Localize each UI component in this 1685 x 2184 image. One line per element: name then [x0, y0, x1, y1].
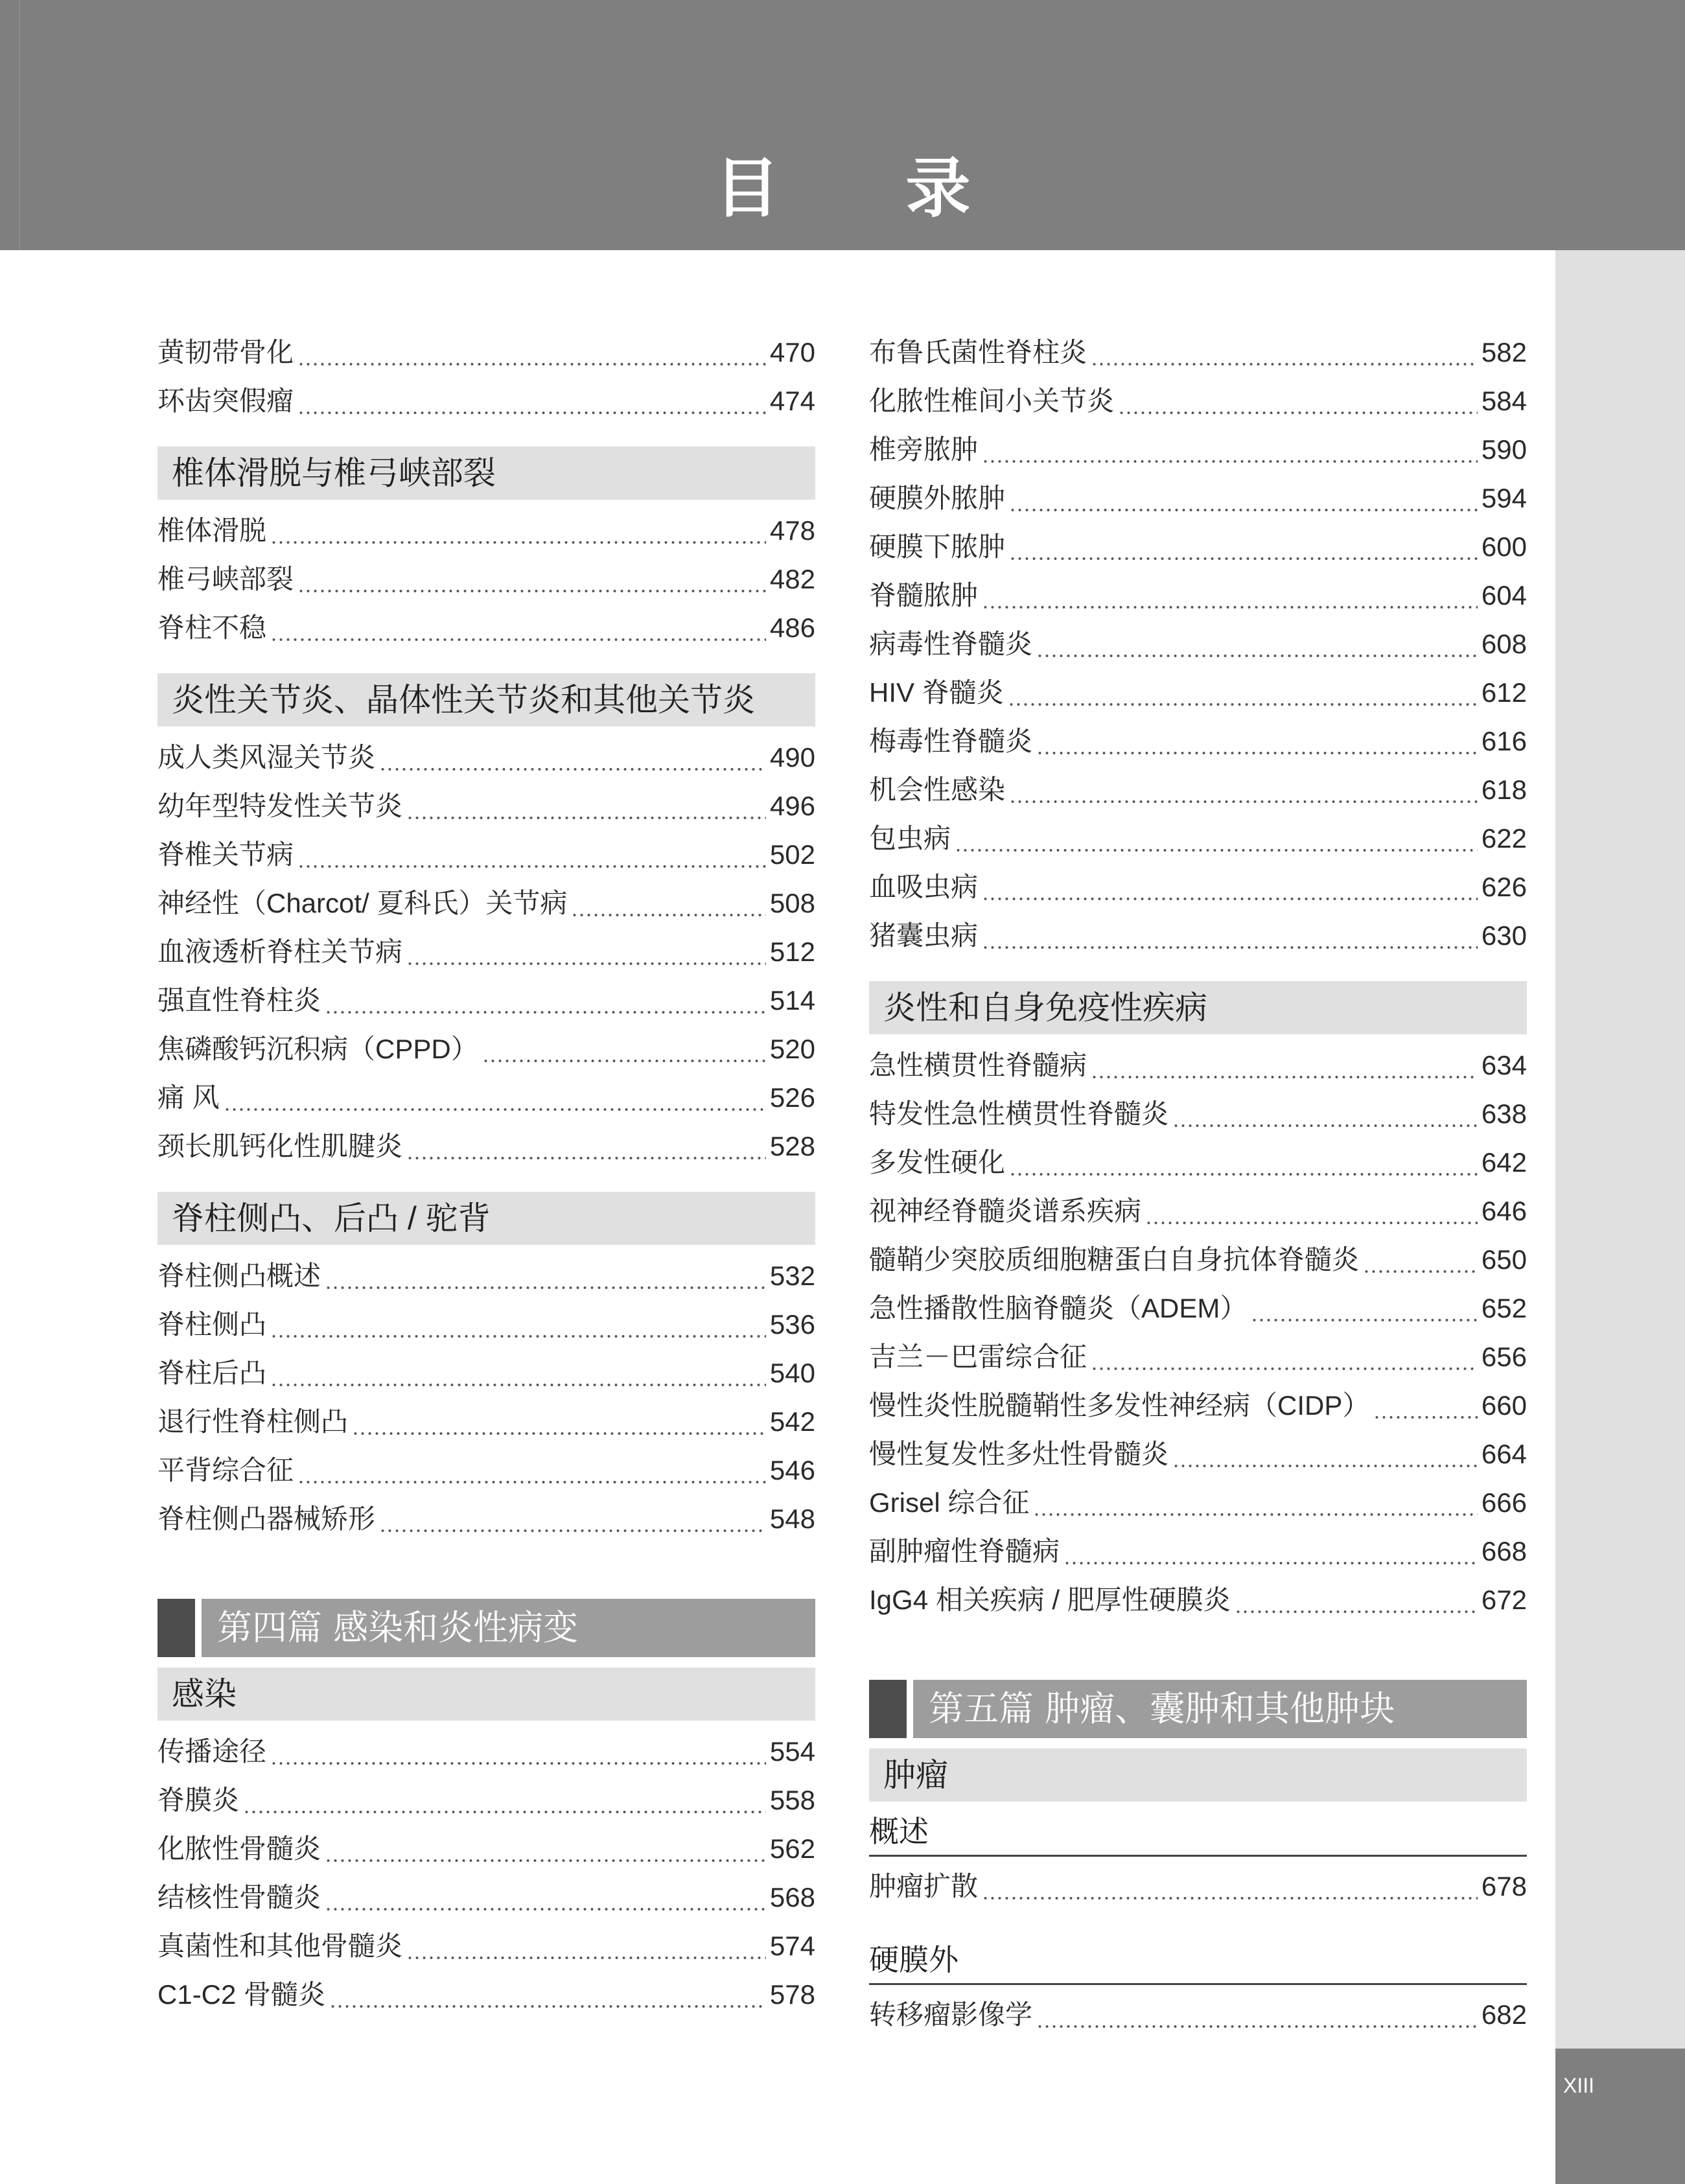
- toc-entry[interactable]: [157, 1922, 815, 1970]
- entry-title: 脊柱后凸: [157, 1358, 267, 1388]
- entry-page-number: 634: [1481, 1050, 1527, 1080]
- entry-title: 环齿突假瘤: [157, 386, 294, 416]
- entry-title: IgG4 相关疾病 / 肥厚性硬膜炎: [869, 1585, 1231, 1615]
- entry-title: 病毒性脊髓炎: [869, 629, 1033, 659]
- entry-page-number: 536: [769, 1309, 815, 1340]
- dot-leader: [955, 824, 1478, 853]
- toc-entry[interactable]: [157, 1970, 815, 2019]
- entry-page-number: 646: [1481, 1196, 1527, 1226]
- entry-page-number: 512: [769, 936, 815, 967]
- dot-leader: [325, 1835, 766, 1863]
- dot-leader: [1036, 630, 1478, 658]
- part-heading: [157, 1599, 815, 1657]
- section-heading: 炎性和自身免疫性疾病: [869, 981, 1527, 1034]
- entry-page-number: 562: [769, 1833, 815, 1864]
- dot-leader: [406, 1932, 766, 1960]
- entry-title: 肿瘤扩散: [869, 1871, 979, 1901]
- dot-leader: [1373, 1391, 1478, 1420]
- entry-page-number: 574: [769, 1931, 815, 1961]
- entry-title: 脊柱侧凸: [157, 1309, 267, 1340]
- toc-entry[interactable]: [157, 1251, 815, 1300]
- entry-title: 化脓性骨髓炎: [157, 1833, 321, 1864]
- entry-title: 急性播散性脑脊髓炎（ADEM）: [869, 1293, 1248, 1323]
- toc-entry[interactable]: [157, 927, 815, 976]
- toc-entry[interactable]: [869, 1430, 1527, 1478]
- dot-leader: [325, 986, 766, 1015]
- dot-leader: [297, 1456, 766, 1485]
- dot-leader: [297, 387, 766, 415]
- entry-title: C1-C2 骨髓炎: [157, 1979, 326, 2010]
- toc-entry[interactable]: [157, 1122, 815, 1170]
- entry-title: 结核性骨髓炎: [157, 1882, 321, 1912]
- entry-page-number: 668: [1481, 1536, 1527, 1566]
- toc-entry[interactable]: [869, 1235, 1527, 1284]
- dot-leader: [1033, 1489, 1478, 1517]
- dot-leader: [243, 1786, 766, 1815]
- entry-title: 布鲁氏菌性脊柱炎: [869, 337, 1087, 367]
- entry-title: 特发性急性横贯性脊髓炎: [869, 1098, 1169, 1129]
- entry-page-number: 590: [1481, 434, 1527, 465]
- toc-entry[interactable]: [869, 1862, 1527, 1911]
- section-heading: 炎性关节炎、晶体性关节炎和其他关节炎: [157, 673, 815, 726]
- section-heading: 脊柱侧凸、后凸 / 驼背: [157, 1192, 815, 1245]
- toc-entry[interactable]: [157, 555, 815, 603]
- entry-title: 猪囊虫病: [869, 920, 979, 951]
- entry-title: 多发性硬化: [869, 1147, 1006, 1178]
- dot-leader: [352, 1408, 766, 1436]
- page-number-tab: [1555, 2049, 1685, 2184]
- toc-entry[interactable]: [157, 1073, 815, 1122]
- toc-entry[interactable]: [869, 1089, 1527, 1138]
- entry-page-number: 630: [1481, 920, 1527, 951]
- toc-column-right: [869, 328, 1527, 2039]
- toc-entry[interactable]: [869, 1138, 1527, 1187]
- entry-page-number: 528: [769, 1131, 815, 1161]
- entry-title: 平背综合征: [157, 1455, 294, 1485]
- toc-entry[interactable]: [157, 1446, 815, 1494]
- entry-title: 传播途径: [157, 1736, 267, 1767]
- dot-leader: [1172, 1100, 1478, 1128]
- dot-leader: [1091, 1051, 1478, 1080]
- toc-entry[interactable]: [869, 1575, 1527, 1624]
- toc-entry[interactable]: [869, 571, 1527, 620]
- entry-page-number: 642: [1481, 1147, 1527, 1178]
- entry-title: 脊髓脓肿: [869, 580, 979, 610]
- entry-title: Grisel 综合征: [869, 1487, 1030, 1518]
- dot-leader: [982, 873, 1478, 901]
- entry-page-number: 622: [1481, 823, 1527, 854]
- entry-page-number: 548: [769, 1504, 815, 1534]
- entry-title: 髓鞘少突胶质细胞糖蛋白自身抗体脊髓炎: [869, 1244, 1360, 1275]
- entry-page-number: 660: [1481, 1390, 1527, 1421]
- entry-title: 硬膜外脓肿: [869, 483, 1006, 513]
- entry-title: 椎体滑脱: [157, 515, 267, 546]
- toc-entry[interactable]: [157, 506, 815, 555]
- entry-title: 血吸虫病: [869, 872, 979, 902]
- entry-page-number: 672: [1481, 1585, 1527, 1615]
- dot-leader: [1036, 2001, 1478, 2029]
- toc-entry[interactable]: [157, 1727, 815, 1776]
- entry-page-number: 486: [769, 612, 815, 643]
- entry-page-number: 482: [769, 564, 815, 594]
- entry-page-number: 478: [769, 515, 815, 546]
- entry-title: 机会性感染: [869, 774, 1006, 805]
- entry-page-number: 520: [769, 1034, 815, 1064]
- entry-title: 神经性（Charcot/ 夏科氏）关节病: [157, 888, 568, 918]
- entry-page-number: 594: [1481, 483, 1527, 513]
- entry-title: 视神经脊髓炎谱系疾病: [869, 1196, 1142, 1226]
- entry-page-number: 626: [1481, 872, 1527, 902]
- entry-page-number: 558: [769, 1785, 815, 1815]
- toc-entry[interactable]: [869, 425, 1527, 474]
- side-margin-strip: [1555, 250, 1685, 2049]
- entry-page-number: 652: [1481, 1293, 1527, 1323]
- dot-leader: [1251, 1294, 1478, 1323]
- toc-entry[interactable]: [869, 1284, 1527, 1332]
- toc-entry[interactable]: [157, 976, 815, 1025]
- page-number: XIII: [1563, 2074, 1595, 2097]
- entry-title: 慢性复发性多灶性骨髓炎: [869, 1439, 1169, 1469]
- toc-entry[interactable]: [869, 717, 1527, 765]
- entry-page-number: 542: [769, 1406, 815, 1437]
- toc-entry[interactable]: [869, 522, 1527, 571]
- part-title: 第五篇 肿瘤、囊肿和其他肿块: [913, 1680, 1527, 1738]
- entry-title: 血液透析脊柱关节病: [157, 936, 403, 967]
- dot-leader: [270, 614, 766, 642]
- dot-leader: [270, 1359, 766, 1388]
- dot-leader: [1063, 1537, 1478, 1566]
- dot-leader: [1036, 727, 1478, 756]
- dot-leader: [1009, 484, 1478, 513]
- section-heading: 感染: [157, 1667, 815, 1721]
- entry-page-number: 656: [1481, 1342, 1527, 1372]
- dot-leader: [982, 581, 1478, 610]
- dot-leader: [1008, 679, 1478, 707]
- dot-leader: [406, 1132, 766, 1161]
- section-heading: 椎体滑脱与椎弓峡部裂: [157, 447, 815, 500]
- entry-title: 吉兰－巴雷综合征: [869, 1342, 1087, 1372]
- toc-entry[interactable]: [869, 765, 1527, 814]
- toc-entry[interactable]: [869, 814, 1527, 863]
- entry-page-number: 618: [1481, 774, 1527, 805]
- dot-leader: [1118, 387, 1478, 415]
- entry-page-number: 546: [769, 1455, 815, 1485]
- entry-page-number: 612: [1481, 677, 1527, 708]
- entry-title: 慢性炎性脱髓鞘性多发性神经病（CIDP）: [869, 1390, 1370, 1421]
- entry-page-number: 568: [769, 1882, 815, 1912]
- entry-page-number: 604: [1481, 580, 1527, 610]
- toc-entry[interactable]: [869, 1990, 1527, 2039]
- entry-page-number: 490: [769, 742, 815, 773]
- entry-page-number: 682: [1481, 1999, 1527, 2030]
- dot-leader: [379, 743, 766, 772]
- entry-title: 成人类风湿关节炎: [157, 742, 376, 773]
- dot-leader: [1009, 533, 1478, 561]
- toc-entry[interactable]: [869, 911, 1527, 960]
- entry-page-number: 584: [1481, 386, 1527, 416]
- part-marker: [869, 1680, 907, 1738]
- toc-entry[interactable]: [157, 1025, 815, 1073]
- toc-entry[interactable]: [869, 1187, 1527, 1235]
- entry-page-number: 582: [1481, 337, 1527, 367]
- entry-title: 脊柱不稳: [157, 612, 267, 643]
- dot-leader: [297, 565, 766, 594]
- dot-leader: [325, 1262, 766, 1290]
- toc-column-left: [157, 328, 815, 2019]
- toc-entry[interactable]: [157, 603, 815, 652]
- dot-leader: [1363, 1246, 1478, 1274]
- dot-leader: [1235, 1586, 1478, 1614]
- subsection-heading: 概述: [869, 1808, 1527, 1857]
- entry-page-number: 666: [1481, 1487, 1527, 1518]
- toc-entry[interactable]: [157, 1349, 815, 1397]
- dot-leader: [571, 889, 766, 918]
- toc-entry[interactable]: [869, 1478, 1527, 1527]
- dot-leader: [406, 792, 766, 820]
- entry-title: 脊柱侧凸概述: [157, 1260, 321, 1291]
- page-title: 目 录: [714, 150, 1023, 226]
- entry-page-number: 532: [769, 1260, 815, 1291]
- dot-leader: [270, 1737, 766, 1766]
- dot-leader: [982, 1872, 1478, 1901]
- entry-title: 焦磷酸钙沉积病（CPPD）: [157, 1034, 478, 1064]
- dot-leader: [982, 922, 1478, 950]
- dot-leader: [297, 841, 766, 869]
- toc-entry[interactable]: [869, 328, 1527, 377]
- toc-entry[interactable]: [157, 328, 815, 377]
- entry-title: 退行性脊柱侧凸: [157, 1406, 349, 1437]
- part-title: 第四篇 感染和炎性病变: [202, 1599, 815, 1657]
- dot-leader: [1091, 338, 1478, 367]
- entry-page-number: 600: [1481, 531, 1527, 562]
- toc-entry[interactable]: [157, 1494, 815, 1543]
- entry-page-number: 514: [769, 985, 815, 1016]
- toc-entry[interactable]: [157, 782, 815, 830]
- entry-page-number: 608: [1481, 629, 1527, 659]
- entry-title: 强直性脊柱炎: [157, 985, 321, 1016]
- entry-page-number: 678: [1481, 1871, 1527, 1901]
- toc-entry[interactable]: [157, 733, 815, 782]
- dot-leader: [982, 436, 1478, 464]
- dot-leader: [270, 1310, 766, 1339]
- dot-leader: [379, 1505, 766, 1533]
- toc-entry[interactable]: [869, 1527, 1527, 1575]
- toc-entry[interactable]: [869, 1332, 1527, 1381]
- entry-page-number: 526: [769, 1082, 815, 1113]
- entry-title: 急性横贯性脊髓病: [869, 1050, 1087, 1080]
- toc-entry[interactable]: [869, 620, 1527, 668]
- entry-page-number: 496: [769, 791, 815, 821]
- toc-entry[interactable]: [157, 1300, 815, 1349]
- dot-leader: [1145, 1197, 1478, 1226]
- dot-leader: [1009, 1148, 1478, 1177]
- entry-page-number: 502: [769, 839, 815, 870]
- entry-page-number: 508: [769, 888, 815, 918]
- dot-leader: [325, 1883, 766, 1912]
- toc-entry[interactable]: [869, 1041, 1527, 1089]
- entry-page-number: 540: [769, 1358, 815, 1388]
- entry-title: 副肿瘤性脊髓病: [869, 1536, 1060, 1566]
- toc-entry[interactable]: [157, 1873, 815, 1922]
- toc-entry[interactable]: [157, 1776, 815, 1824]
- dot-leader: [270, 517, 766, 545]
- entry-page-number: 470: [769, 337, 815, 367]
- section-heading: 肿瘤: [869, 1748, 1527, 1802]
- toc-entry[interactable]: [869, 474, 1527, 522]
- entry-page-number: 578: [769, 1979, 815, 2010]
- dot-leader: [406, 938, 766, 966]
- entry-title: 真菌性和其他骨髓炎: [157, 1931, 403, 1961]
- subsection-heading: 硬膜外: [869, 1936, 1527, 1985]
- entry-title: 转移瘤影像学: [869, 1999, 1033, 2030]
- dot-leader: [1172, 1440, 1478, 1469]
- toc-entry[interactable]: [157, 377, 815, 425]
- entry-title: 幼年型特发性关节炎: [157, 791, 403, 821]
- toc-entry[interactable]: [869, 863, 1527, 911]
- toc-entry[interactable]: [869, 1381, 1527, 1430]
- entry-title: 脊椎关节病: [157, 839, 294, 870]
- entry-title: 硬膜下脓肿: [869, 531, 1006, 562]
- entry-title: 颈长肌钙化性肌腱炎: [157, 1131, 403, 1161]
- entry-title: 椎弓峡部裂: [157, 564, 294, 594]
- dot-leader: [297, 338, 766, 367]
- toc-entry[interactable]: [869, 377, 1527, 425]
- toc-entry[interactable]: [157, 830, 815, 879]
- entry-page-number: 664: [1481, 1439, 1527, 1469]
- entry-title: 包虫病: [869, 823, 951, 854]
- dot-leader: [1091, 1343, 1478, 1371]
- entry-title: 黄韧带骨化: [157, 337, 294, 367]
- dot-leader: [224, 1084, 766, 1112]
- dot-leader: [482, 1035, 766, 1063]
- entry-title: 化脓性椎间小关节炎: [869, 386, 1115, 416]
- entry-title: HIV 脊髓炎: [869, 677, 1004, 708]
- entry-title: 脊膜炎: [157, 1785, 240, 1815]
- part-marker: [157, 1599, 195, 1657]
- toc-entry[interactable]: [157, 879, 815, 927]
- entry-page-number: 474: [769, 386, 815, 416]
- toc-entry[interactable]: [869, 668, 1527, 717]
- entry-title: 痛 风: [157, 1082, 220, 1113]
- entry-page-number: 554: [769, 1736, 815, 1767]
- entry-page-number: 638: [1481, 1098, 1527, 1129]
- entry-title: 梅毒性脊髓炎: [869, 726, 1033, 756]
- entry-title: 椎旁脓肿: [869, 434, 979, 465]
- entry-title: 脊柱侧凸器械矫形: [157, 1504, 376, 1534]
- toc-entry[interactable]: [157, 1397, 815, 1446]
- dot-leader: [329, 1981, 766, 2009]
- entry-page-number: 650: [1481, 1244, 1527, 1275]
- entry-page-number: 616: [1481, 726, 1527, 756]
- dot-leader: [1009, 776, 1478, 804]
- toc-entry[interactable]: [157, 1824, 815, 1873]
- part-heading: [869, 1680, 1527, 1738]
